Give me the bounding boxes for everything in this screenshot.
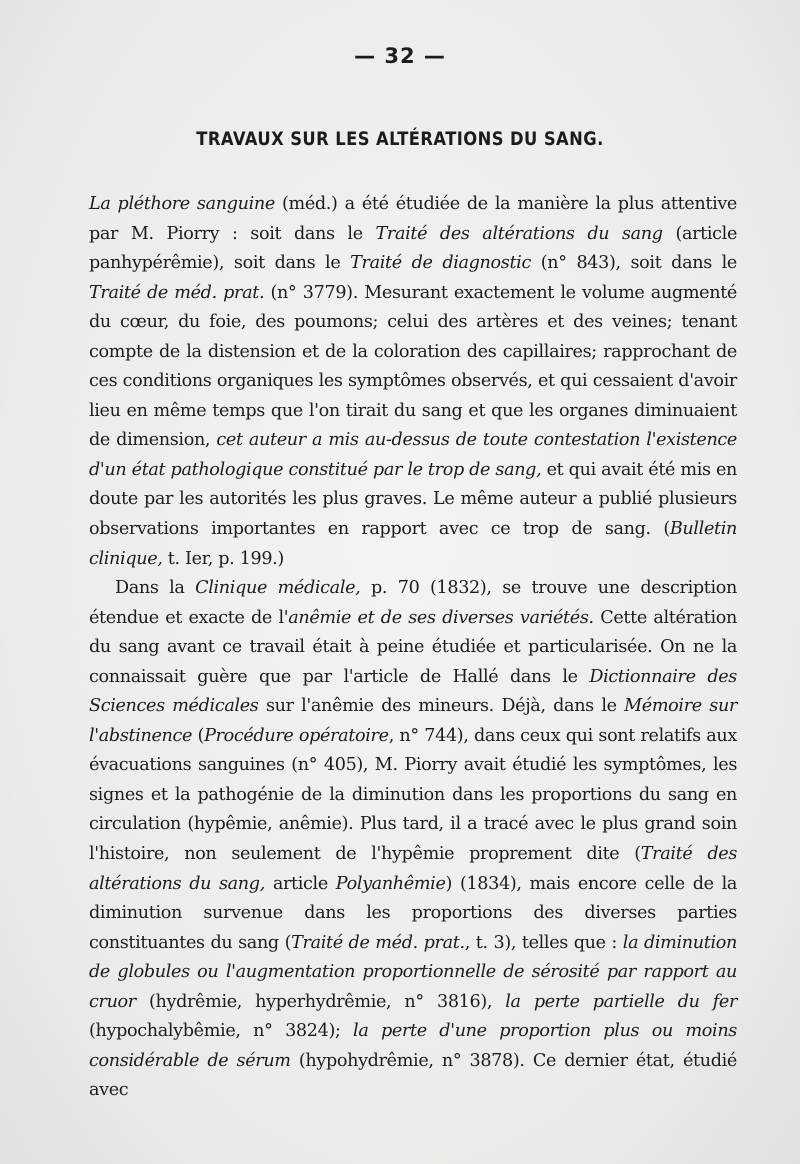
italic-text: Procédure opératoire: [204, 725, 389, 746]
italic-text: Traité de méd. prat.: [89, 282, 265, 303]
italic-text: anêmie et de ses diverses variétés.: [288, 607, 594, 628]
text-run: (hypochalybêmie, n° 3824);: [89, 1021, 354, 1042]
paragraph: [89, 574, 737, 1106]
italic-text: cet auteur a mis au-dessus de toute contestation l'existence d'un état pathologique constitué par le trop de sang,: [89, 430, 737, 480]
italic-text: Mémoire sur l'abstinence: [89, 696, 738, 746]
text-run: (n° 843), soit dans le: [530, 253, 737, 274]
italic-text: Bulletin clinique,: [89, 519, 737, 569]
text-run: Dans la: [115, 578, 196, 599]
italic-text: Clinique médicale,: [195, 578, 361, 599]
italic-text: Traité de diagnostic: [350, 253, 531, 274]
text-run: (hypohydrêmie, n° 3878). Ce dernier état, étudié avec: [89, 1050, 737, 1101]
italic-text: La pléthore sanguine: [89, 194, 275, 214]
italic-text: la perte d'une proportion plus ou moins considérable de sérum: [89, 1021, 737, 1071]
section-heading: TRAVAUX SUR LES ALTÉRATIONS DU SANG.: [196, 128, 604, 150]
text-run: , n° 744), dans ceux qui sont relatifs aux évacuations sanguines (n° 405), M. Piorry avait étudié les symptômes, les signes et la pathogénie de la diminution dans les proportions du sang en circulation (hypêmie, anêmie). Plus tard, il a tracé avec le plus grand soin l'histoire, non seulement de l'hypêmie proprement dite (: [89, 725, 737, 865]
text-run: t. Ier, p. 199.): [162, 548, 284, 569]
italic-text: Traité de méd. prat.: [291, 932, 465, 953]
text-run: ) (1834), mais encore celle de la diminution survenue dans les proportions des diverses parties constituantes du sang (: [89, 873, 737, 953]
italic-text: Traité des altérations du sang: [375, 223, 663, 244]
text-run: Cette altération du sang avant ce travail était à peine étudiée et particularisée. On ne la connaissait guère que par l'article de Hallé dans le: [89, 607, 737, 687]
text-run: sur l'anêmie des mineurs. Déjà, dans le: [258, 696, 625, 717]
text-run: article: [264, 873, 336, 894]
text-run: (méd.) a été étudiée de la manière la plus attentive par M. Piorry : soit dans le: [89, 194, 737, 244]
text-run: p. 70 (1832), se trouve une description étendue et exacte de l': [89, 578, 738, 628]
italic-text: Polyanhêmie: [335, 873, 446, 894]
paragraph: [89, 190, 737, 574]
text-run: (n° 3779). Mesurant exactement le volume augmenté du cœur, du foie, des poumons; celui des artères et des veines; tenant compte de la distension et de la coloration des capillaires; rapprochant de ces conditions organiques les symptômes observés, et qui cessaient d'avoir lieu en même temps que l'on tirait du sang et que les organes diminuaient de dimension,: [89, 282, 737, 451]
body-text: [89, 190, 737, 1106]
text-run: (article panhypérêmie), soit dans le: [89, 223, 738, 274]
text-run: , t. 3), telles que :: [464, 932, 623, 953]
page-number: — 32 —: [354, 44, 446, 68]
text-run: et qui avait été mis en doute par les autorités les plus graves. Le même auteur a publié plusieurs observations importantes en rapport avec ce trop de sang. (: [89, 459, 737, 540]
text-run: (hydrêmie, hyperhydrêmie, n° 3816),: [135, 991, 506, 1012]
italic-text: la perte partielle du fer: [505, 991, 738, 1012]
italic-text: la diminution de globules ou l'augmentation proportionnelle de sérosité par rapport au cruor: [89, 932, 737, 1012]
italic-text: Traité des altérations du sang,: [89, 844, 737, 894]
italic-text: Dictionnaire des Sciences médicales: [89, 666, 737, 717]
text-run: (: [192, 725, 205, 746]
